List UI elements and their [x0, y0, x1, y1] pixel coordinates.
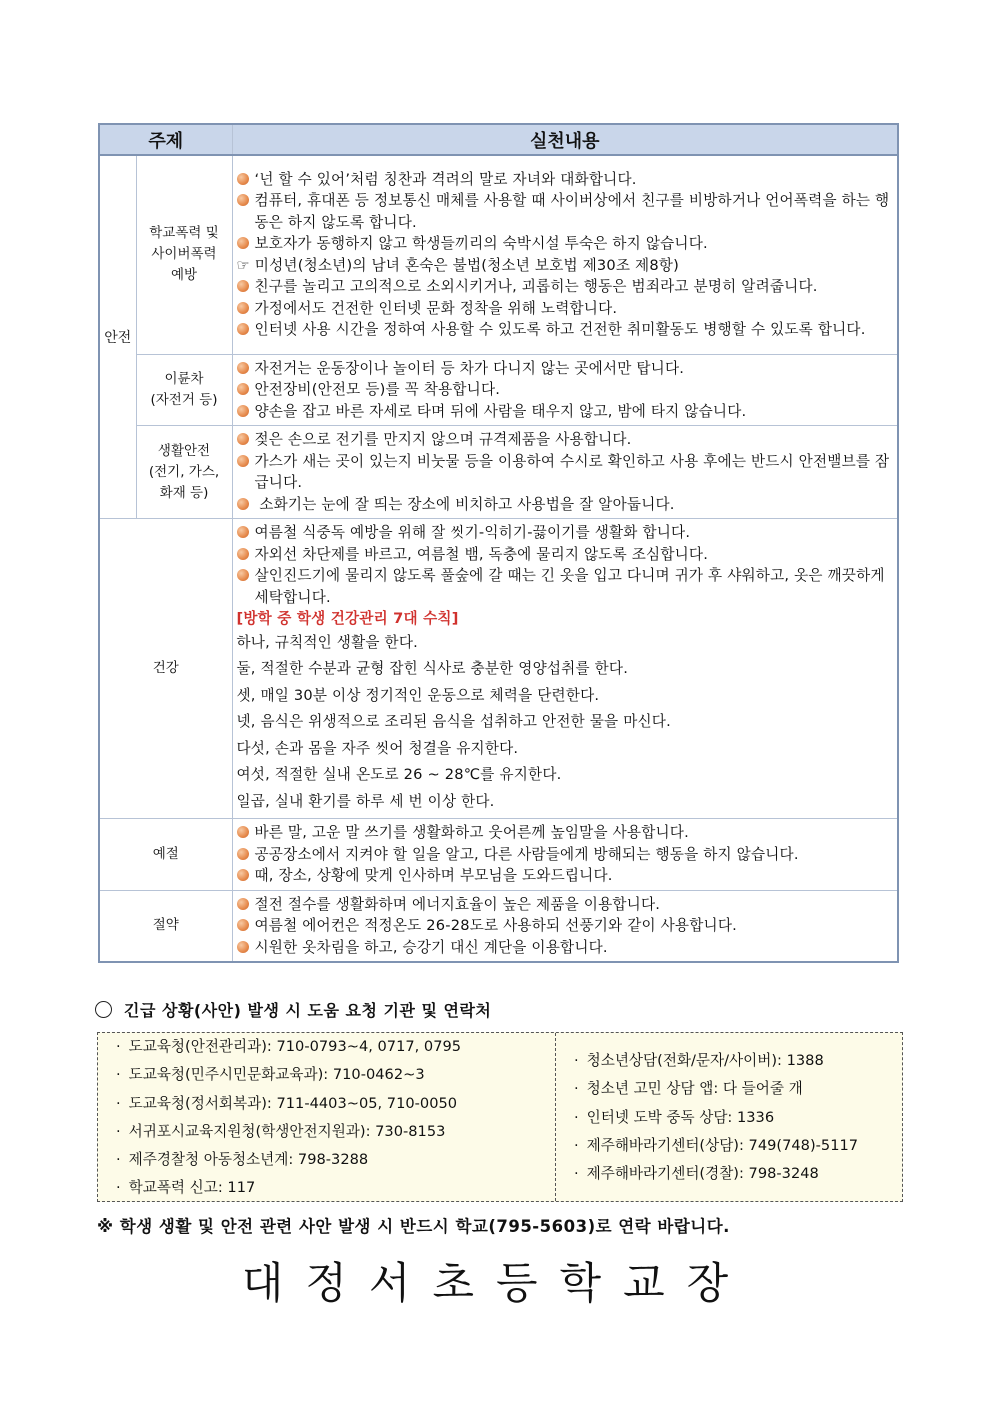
bullet-icon [237, 869, 249, 881]
bullet-item [237, 401, 894, 423]
bullet-icon [237, 405, 249, 417]
bullet-item [237, 565, 894, 608]
bullet-item [237, 169, 894, 191]
bullet-dot-icon: · [574, 1136, 579, 1154]
bullet-dot-icon: · [116, 1094, 121, 1112]
contact-text: 제주해바라기센터(경찰): 798-3248 [586, 1165, 819, 1183]
table-row [99, 890, 898, 962]
item-text: 젖은 손으로 전기를 만지지 않으며 규격제품을 사용합니다. [254, 431, 632, 448]
bullet-item [237, 429, 894, 451]
item-text: 바른 말, 고운 말 쓰기를 생활화하고 웃어른께 높임말을 사용합니다. [254, 824, 689, 841]
contact-item [574, 1075, 902, 1103]
item-text: 셋, 매일 30분 이상 정기적인 운동으로 체력을 단련한다. [236, 686, 600, 704]
contact-text: 도교육청(민주시민문화교육과): 710-0462~3 [128, 1066, 425, 1084]
table-row [99, 354, 898, 426]
health-rule-item [237, 762, 894, 789]
contact-item [574, 1132, 902, 1160]
contact-title-text: 긴급 상황(사안) 발생 시 도움 요청 기관 및 연락처 [124, 1001, 492, 1020]
subtopic-line: (전기, 가스, [148, 463, 220, 480]
bullet-icon [237, 848, 249, 860]
bullet-item [237, 451, 894, 494]
health-rule-item [237, 789, 894, 816]
item-text: 여름철 식중독 예방을 위해 잘 씻기-익히기-끓이기를 생활화 합니다. [254, 524, 691, 541]
health-rule-item [237, 656, 894, 683]
health-rule-item [237, 630, 894, 657]
subtopic-line: 학교폭력 및 [149, 225, 219, 242]
bullet-icon [237, 280, 249, 292]
subtopic-cell [136, 354, 232, 426]
bullet-item [237, 937, 894, 959]
bullet-icon [237, 941, 249, 953]
contact-box [97, 1032, 903, 1202]
bullet-item [237, 233, 894, 255]
health-rule-item [237, 709, 894, 736]
bullet-item [237, 915, 894, 937]
content-cell [232, 890, 898, 962]
bullet-dot-icon: · [116, 1151, 121, 1169]
contact-text: 청소년 고민 상담 앱: 다 들어줄 개 [586, 1080, 803, 1098]
item-text: 보호자가 동행하지 않고 학생들끼리의 숙박시설 투숙은 하지 않습니다. [254, 235, 708, 253]
subtopic-line: (자전거 등) [150, 391, 218, 408]
contact-text: 제주경찰청 아동청소년계: 798-3288 [128, 1151, 369, 1169]
category-cell: 예절 [99, 819, 232, 891]
bullet-icon [237, 548, 249, 560]
bullet-icon [237, 826, 249, 838]
contact-text: 학교폭력 신고: 117 [128, 1179, 256, 1197]
item-text: 여섯, 적절한 실내 온도로 26 ~ 28℃를 유지한다. [236, 766, 562, 783]
item-text: 다섯, 손과 몸을 자주 씻어 청결을 유지한다. [236, 739, 519, 757]
contact-item [116, 1146, 555, 1174]
item-text: 넷, 음식은 위생적으로 조리된 음식을 섭취하고 안전한 물을 마신다. [236, 713, 671, 730]
content-cell [232, 519, 898, 819]
header-topic: 주제 [99, 124, 232, 155]
contact-item [574, 1160, 902, 1188]
pointing-hand-icon: ☞ [236, 256, 250, 274]
bullet-item [237, 844, 894, 866]
practice-table [98, 123, 899, 963]
content-cell [232, 155, 898, 354]
subtopic-line: 화재 등) [159, 484, 209, 501]
contact-item [116, 1033, 555, 1061]
bullet-dot-icon: · [574, 1080, 579, 1098]
item-text: 둘, 적절한 수분과 균형 잡힌 식사로 충분한 영양섭취를 한다. [236, 660, 629, 677]
health-rule-item [237, 683, 894, 710]
contact-text: 청소년상담(전화/문자/사이버): 1388 [586, 1052, 824, 1069]
item-text: 때, 장소, 상황에 맞게 인사하며 부모님을 도와드립니다. [254, 867, 613, 884]
subtopic-line: 예방 [170, 267, 198, 284]
content-cell [232, 354, 898, 426]
contact-item [116, 1118, 555, 1146]
category-cell: 건강 [99, 519, 232, 819]
bullet-icon [237, 455, 249, 467]
contact-column-right [556, 1033, 902, 1201]
item-text: 양손을 잡고 바른 자세로 타며 뒤에 사람을 태우지 않고, 밤에 타지 않습니다. [254, 402, 747, 420]
notice-text: ※ 학생 생활 및 안전 관련 사안 발생 시 반드시 학교(795-5603)로 연락 바랍니다. [97, 1217, 730, 1236]
bullet-item [237, 190, 894, 233]
bullet-icon [237, 919, 249, 931]
health-rules-heading [237, 608, 894, 630]
bullet-icon [237, 433, 249, 445]
table-row [99, 819, 898, 891]
contact-column-left [98, 1033, 556, 1201]
item-text: 인터넷 사용 시간을 정하여 사용할 수 있도록 하고 건전한 취미활동도 병행할 수 있도록 합니다. [254, 321, 866, 339]
item-text: 시원한 옷차림을 하고, 승강기 대신 계단을 이용합니다. [254, 938, 608, 956]
bullet-icon [237, 194, 249, 206]
bullet-item [237, 276, 894, 298]
bullet-item [237, 865, 894, 887]
bullet-icon [237, 498, 249, 510]
contact-text: 도교육청(안전관리과): 710-0793~4, 0717, 0795 [128, 1038, 462, 1055]
bullet-item [237, 822, 894, 844]
category-cell: 안전 [99, 155, 136, 519]
note-item [237, 255, 894, 277]
contact-item [574, 1104, 902, 1132]
subtopic-cell [136, 155, 232, 354]
bullet-item [237, 319, 894, 341]
contact-text: 도교육청(정서회복과): 711-4403~05, 710-0050 [128, 1094, 458, 1112]
contact-text: 서귀포시교육지원청(학생안전지원과): 730-8153 [128, 1122, 446, 1140]
subtopic-line: 사이버폭력 [151, 246, 217, 263]
school-signature: 대정서초등학교장 [241, 1259, 751, 1309]
circle-icon [95, 1001, 112, 1018]
item-text: 친구를 놀리고 고의적으로 소외시키거나, 괴롭히는 행동은 범죄라고 분명히 알려줍니다. [254, 278, 818, 296]
health-rule-item [237, 736, 894, 763]
item-text: 공공장소에서 지켜야 할 일을 알고, 다른 사람들에게 방해되는 행동을 하지 않습니다. [254, 845, 799, 863]
item-text: 안전장비(안전모 등)를 꼭 착용합니다. [254, 381, 501, 398]
bullet-icon [237, 898, 249, 910]
item-text: 자외선 차단제를 바르고, 여름철 뱀, 독충에 물리지 않도록 조심합니다. [254, 545, 709, 563]
contact-item [116, 1061, 555, 1089]
bullet-icon [237, 362, 249, 374]
contact-text: 인터넷 도박 중독 상담: 1336 [586, 1108, 775, 1126]
bullet-item [237, 522, 894, 544]
bullet-icon [237, 302, 249, 314]
bullet-item [237, 894, 894, 916]
bullet-icon [237, 237, 249, 249]
bullet-dot-icon: · [116, 1066, 121, 1084]
table-body [99, 155, 898, 962]
table-row [99, 155, 898, 354]
bullet-item [237, 544, 894, 566]
bullet-item [237, 494, 894, 516]
subtopic-line: 이륜차 [164, 370, 204, 387]
item-text: 일곱, 실내 환기를 하루 세 번 이상 한다. [236, 792, 495, 810]
bullet-dot-icon: · [574, 1108, 579, 1126]
subtopic-line: 생활안전 [157, 442, 211, 459]
category-cell: 절약 [99, 890, 232, 962]
contact-item [574, 1047, 902, 1075]
item-text: 미성년(청소년)의 남녀 혼숙은 불법(청소년 보호법 제30조 제8항) [254, 256, 680, 274]
header-content: 실천내용 [232, 124, 898, 155]
item-text: 여름철 에어컨은 적정온도 26-28도로 사용하되 선풍기와 같이 사용합니다. [254, 917, 737, 934]
content-cell [232, 819, 898, 891]
bullet-icon [237, 526, 249, 538]
bullet-item [237, 298, 894, 320]
contact-section-title [95, 998, 491, 1021]
bullet-item [237, 379, 894, 401]
contact-text: 제주해바라기센터(상담): 749(748)-5117 [586, 1136, 859, 1154]
item-text: [방학 중 학생 건강관리 7대 수칙] [236, 610, 459, 627]
table-row [99, 519, 898, 819]
bullet-icon [237, 569, 249, 581]
item-text: 컴퓨터, 휴대폰 등 정보통신 매체를 사용할 때 사이버상에서 친구를 비방하거나 언어폭력을 하는 행동은 하지 않도록 합니다. [254, 192, 890, 231]
bullet-dot-icon: · [116, 1122, 121, 1140]
contact-item [116, 1174, 555, 1202]
item-text: 가정에서도 건전한 인터넷 문화 정착을 위해 노력합니다. [254, 299, 618, 317]
table-row [99, 426, 898, 519]
bullet-dot-icon: · [116, 1038, 121, 1055]
bullet-dot-icon: · [574, 1165, 579, 1183]
item-text: ‘넌 할 수 있어’처럼 칭찬과 격려의 말로 자녀와 대화합니다. [254, 170, 637, 188]
item-text: 가스가 새는 곳이 있는지 비눗물 등을 이용하여 수시로 확인하고 사용 후에는 반드시 안전밸브를 잠급니다. [254, 452, 890, 491]
item-text: 절전 절수를 생활화하며 에너지효율이 높은 제품을 이용합니다. [254, 895, 661, 913]
item-text: 자전거는 운동장이나 놀이터 등 차가 다니지 않는 곳에서만 탑니다. [254, 359, 685, 377]
bullet-icon [237, 173, 249, 185]
item-text: 하나, 규칙적인 생활을 한다. [236, 633, 418, 651]
bullet-icon [237, 323, 249, 335]
item-text: 소화기는 눈에 잘 띄는 장소에 비치하고 사용법을 잘 알아둡니다. [254, 495, 675, 513]
bullet-dot-icon: · [574, 1052, 579, 1069]
bullet-icon [237, 383, 249, 395]
content-cell [232, 426, 898, 519]
item-text: 살인진드기에 물리지 않도록 풀숲에 갈 때는 긴 옷을 입고 다니며 귀가 후 샤워하고, 옷은 깨끗하게 세탁합니다. [254, 567, 885, 606]
contact-item [116, 1090, 555, 1118]
bullet-dot-icon: · [116, 1179, 121, 1197]
bullet-item [237, 358, 894, 380]
subtopic-cell [136, 426, 232, 519]
